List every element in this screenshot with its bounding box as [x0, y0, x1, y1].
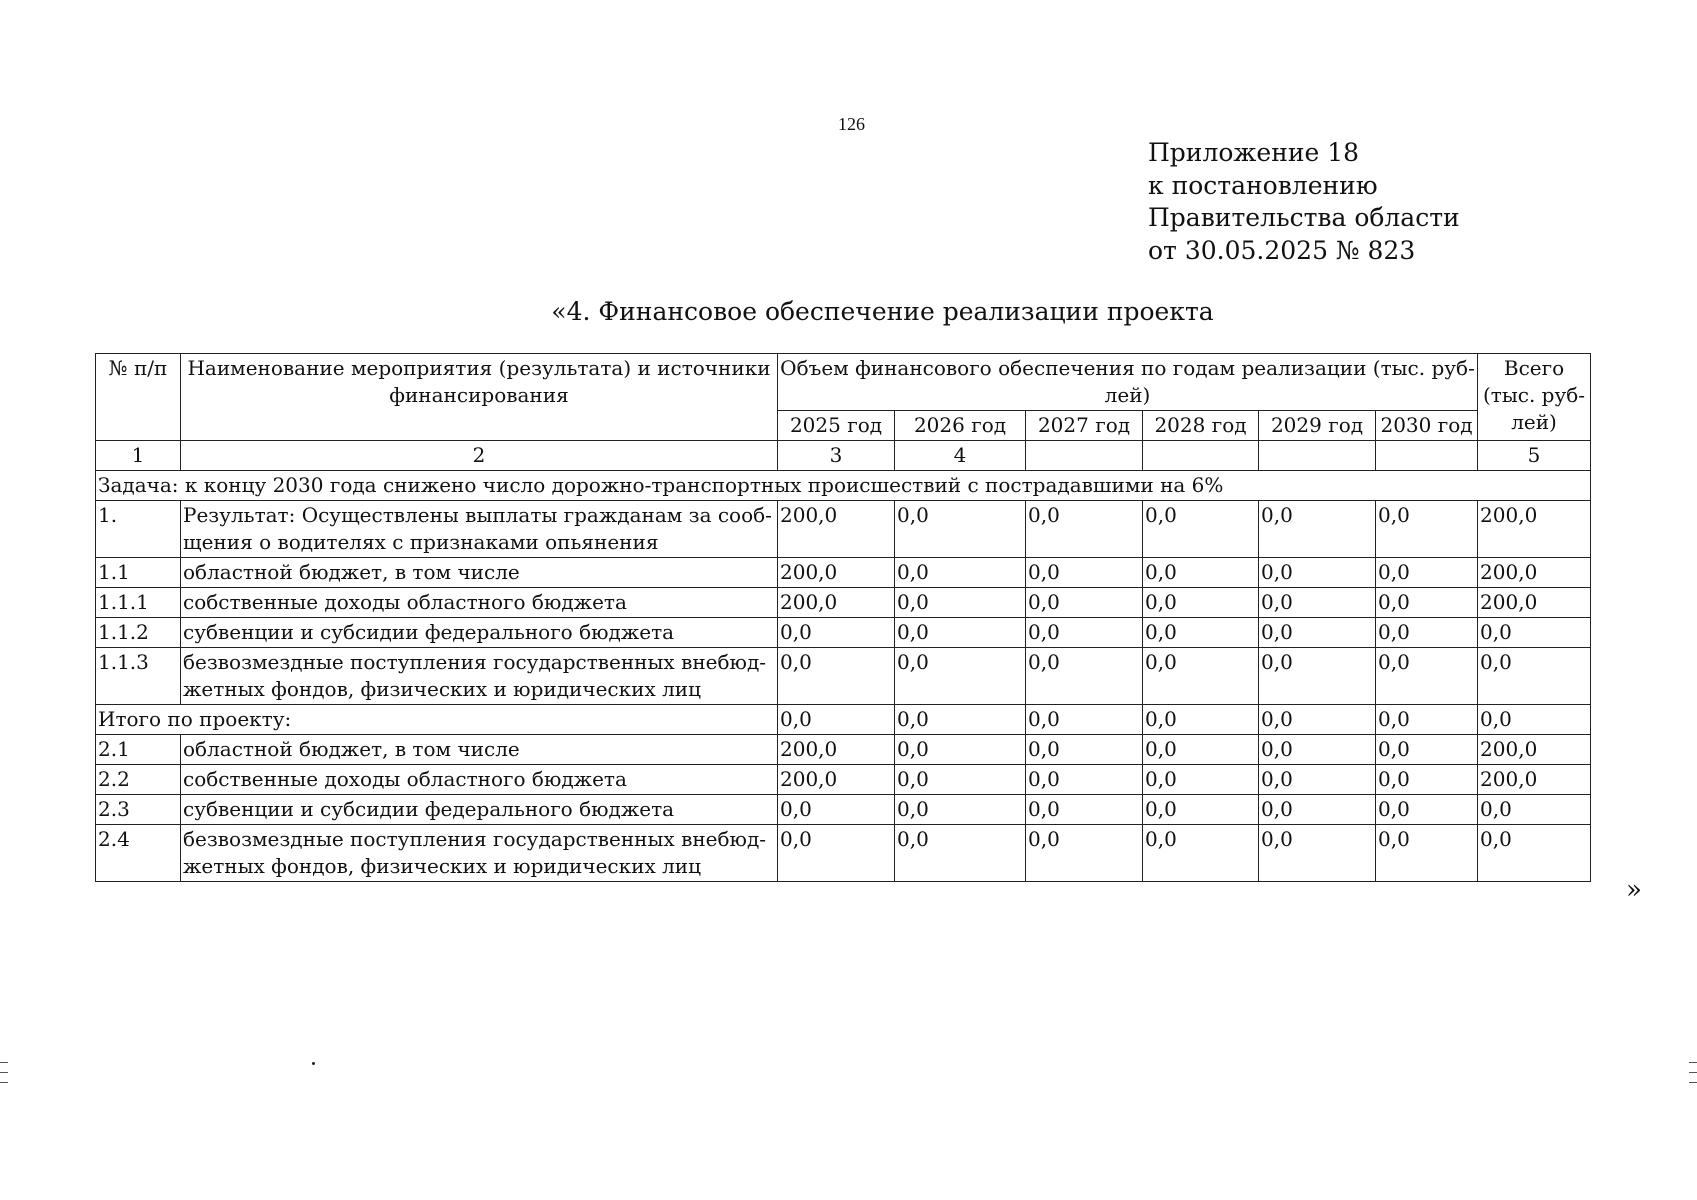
row-value: 0,0 [1259, 795, 1376, 825]
row-value: 0,0 [1376, 795, 1478, 825]
row-number: 1.1.2 [96, 618, 181, 648]
row-value: 0,0 [895, 588, 1026, 618]
row-value: 0,0 [1143, 735, 1259, 765]
row-value: 0,0 [1259, 618, 1376, 648]
row-name: собственные доходы областного бюджета [181, 588, 778, 618]
table-row [96, 558, 1591, 588]
table-row [96, 588, 1591, 618]
header-num: № п/п [96, 354, 181, 441]
row-value: 0,0 [1026, 588, 1143, 618]
row-value: 0,0 [895, 795, 1026, 825]
header-year: 2027 год [1026, 411, 1143, 441]
row-value: 0,0 [1478, 618, 1591, 648]
appendix-line: Правительства области [1148, 203, 1460, 232]
row-value: 0,0 [1143, 588, 1259, 618]
row-value: 0,0 [1376, 588, 1478, 618]
row-value: 0,0 [1259, 648, 1376, 705]
row-value: 200,0 [1478, 735, 1591, 765]
index-cell [1259, 441, 1376, 471]
row-value: 0,0 [1026, 825, 1143, 882]
header-year: 2026 год [895, 411, 1026, 441]
scan-dot [312, 1062, 315, 1065]
row-number: 2.4 [96, 825, 181, 882]
row-value: 0,0 [1376, 558, 1478, 588]
header-row [96, 354, 1591, 411]
row-value: 200,0 [778, 735, 895, 765]
row-value: 0,0 [1259, 765, 1376, 795]
row-name: областной бюджет, в том числе [181, 558, 778, 588]
index-row [96, 441, 1591, 471]
total-label: Итого по проекту: [96, 705, 778, 735]
row-value: 0,0 [1143, 795, 1259, 825]
table-row [96, 795, 1591, 825]
row-value: 0,0 [1026, 765, 1143, 795]
row-name: Результат: Осуществлены выплаты гражданам за сооб-щения о водителях с признаками опьянения [181, 501, 778, 558]
row-value: 0,0 [1259, 735, 1376, 765]
index-cell: 2 [181, 441, 778, 471]
row-value: 0,0 [1143, 558, 1259, 588]
index-cell: 4 [895, 441, 1026, 471]
row-value: 200,0 [778, 558, 895, 588]
header-volume: Объем финансового обеспечения по годам реализации (тыс. руб-лей) [778, 354, 1478, 411]
row-value: 0,0 [1376, 618, 1478, 648]
row-value: 0,0 [1259, 558, 1376, 588]
row-value: 0,0 [895, 765, 1026, 795]
row-value: 200,0 [778, 588, 895, 618]
row-name: субвенции и субсидии федерального бюджета [181, 795, 778, 825]
row-value: 200,0 [1478, 558, 1591, 588]
row-value: 0,0 [895, 558, 1026, 588]
total-value: 0,0 [1478, 705, 1591, 735]
appendix-line: от 30.05.2025 № 823 [1148, 235, 1416, 265]
row-value: 0,0 [778, 825, 895, 882]
total-value: 0,0 [1376, 705, 1478, 735]
row-number: 2.3 [96, 795, 181, 825]
section-title: «4. Финансовое обеспечение реализации проекта [551, 297, 1214, 326]
index-cell [1143, 441, 1259, 471]
total-value: 0,0 [778, 705, 895, 735]
table-body [96, 354, 1591, 501]
header-year: 2030 год [1376, 411, 1478, 441]
total-value: 0,0 [1026, 705, 1143, 735]
header-year: 2028 год [1143, 411, 1259, 441]
row-value: 0,0 [895, 825, 1026, 882]
total-value: 0,0 [1143, 705, 1259, 735]
row-value: 0,0 [1259, 825, 1376, 882]
table-row [96, 735, 1591, 765]
index-cell: 1 [96, 441, 181, 471]
row-number: 2.1 [96, 735, 181, 765]
row-value: 0,0 [1026, 558, 1143, 588]
edge-mark [0, 1082, 8, 1083]
page-number: 126 [838, 114, 865, 134]
row-value: 0,0 [1143, 501, 1259, 558]
row-value: 0,0 [1026, 648, 1143, 705]
row-name: собственные доходы областного бюджета [181, 765, 778, 795]
table-row [96, 765, 1591, 795]
row-number: 1. [96, 501, 181, 558]
row-number: 2.2 [96, 765, 181, 795]
index-cell: 5 [1478, 441, 1591, 471]
row-name: безвозмездные поступления государственных внебюд-жетных фондов, физических и юридических лиц [181, 825, 778, 882]
total-value: 0,0 [1259, 705, 1376, 735]
row-value: 0,0 [1478, 795, 1591, 825]
row-value: 0,0 [1143, 825, 1259, 882]
row-name: субвенции и субсидии федерального бюджета [181, 618, 778, 648]
header-year: 2025 год [778, 411, 895, 441]
row-value: 0,0 [895, 735, 1026, 765]
row-value: 0,0 [1376, 501, 1478, 558]
edge-mark [0, 1062, 8, 1063]
edge-mark [1689, 1072, 1697, 1073]
row-value: 0,0 [1026, 618, 1143, 648]
row-value: 0,0 [1376, 648, 1478, 705]
row-value: 200,0 [1478, 765, 1591, 795]
row-value: 0,0 [1143, 765, 1259, 795]
row-value: 0,0 [1478, 825, 1591, 882]
edge-mark [0, 1072, 8, 1073]
row-value: 0,0 [1259, 501, 1376, 558]
row-value: 0,0 [1376, 765, 1478, 795]
row-value: 0,0 [1026, 795, 1143, 825]
edge-mark [1689, 1062, 1697, 1063]
row-value: 0,0 [1376, 735, 1478, 765]
row-name: областной бюджет, в том числе [181, 735, 778, 765]
row-value: 200,0 [1478, 588, 1591, 618]
row-value: 0,0 [1259, 588, 1376, 618]
task-row [96, 471, 1591, 501]
appendix-line: к постановлению [1148, 170, 1378, 200]
row-value: 0,0 [778, 648, 895, 705]
row-value: 0,0 [895, 648, 1026, 705]
row-number: 1.1.1 [96, 588, 181, 618]
closing-quote: » [1626, 875, 1642, 905]
index-cell: 3 [778, 441, 895, 471]
financing-table [95, 353, 1591, 882]
row-value: 0,0 [895, 618, 1026, 648]
header-name: Наименование мероприятия (результата) и источники финансирования [181, 354, 778, 441]
row-number: 1.1.3 [96, 648, 181, 705]
row-value: 0,0 [1478, 648, 1591, 705]
index-cell [1376, 441, 1478, 471]
header-year: 2029 год [1259, 411, 1376, 441]
table-rows-project [96, 501, 1591, 705]
row-value: 0,0 [895, 501, 1026, 558]
table-rows-summary [96, 735, 1591, 882]
table-row [96, 825, 1591, 882]
total-value: 0,0 [895, 705, 1026, 735]
index-cell [1026, 441, 1143, 471]
table-row [96, 618, 1591, 648]
row-value: 0,0 [1026, 501, 1143, 558]
appendix-block [1148, 137, 1460, 267]
total-row [96, 705, 1591, 735]
row-value: 0,0 [778, 795, 895, 825]
row-value: 0,0 [1143, 648, 1259, 705]
row-value: 0,0 [1376, 825, 1478, 882]
total-section [96, 705, 1591, 735]
appendix-line: Приложение 18 [1148, 138, 1360, 167]
row-value: 0,0 [1143, 618, 1259, 648]
table-row [96, 501, 1591, 558]
row-value: 200,0 [778, 765, 895, 795]
task-text: Задача: к концу 2030 года снижено число дорожно-транспортных происшествий с пострадавшими на 6% [96, 471, 1591, 501]
row-number: 1.1 [96, 558, 181, 588]
table-row [96, 648, 1591, 705]
edge-mark [1689, 1082, 1697, 1083]
row-value: 0,0 [1026, 735, 1143, 765]
row-value: 200,0 [778, 501, 895, 558]
header-total: Всего (тыс. руб-лей) [1478, 354, 1591, 441]
row-name: безвозмездные поступления государственных внебюд-жетных фондов, физических и юридических лиц [181, 648, 778, 705]
row-value: 0,0 [778, 618, 895, 648]
row-value: 200,0 [1478, 501, 1591, 558]
